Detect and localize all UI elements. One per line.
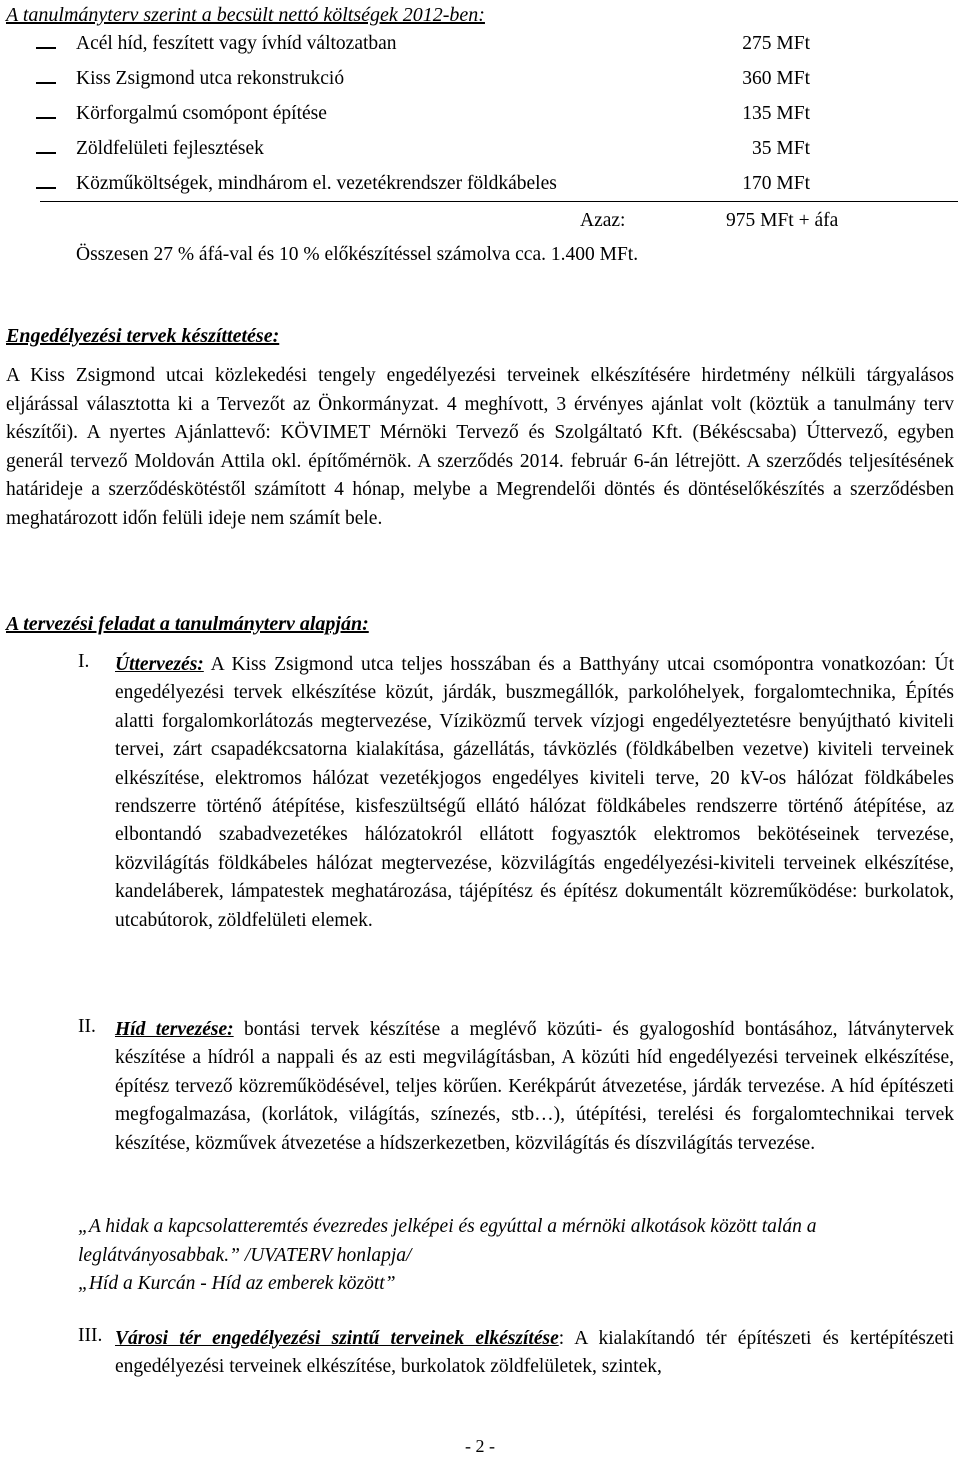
task-text <box>115 651 954 935</box>
cost-amount: 360 MFt <box>742 68 810 89</box>
total-divider <box>40 201 958 202</box>
quote-text: „A hidak a kapcsolatteremtés évezredes jelképei és egyúttal a mérnöki alkotások között talán a leglátványosabbak.” /UVATERV honlapja/ <box>78 1216 817 1266</box>
cost-amount: 170 MFt <box>742 173 810 194</box>
permits-heading: Engedélyezési tervek készíttetése: <box>6 325 280 347</box>
cost-label: Kiss Zsigmond utca rekonstrukció <box>76 68 345 89</box>
task-number: I. <box>78 651 90 672</box>
tasks-heading: A tervezési feladat a tanulmányterv alapján: <box>6 613 369 635</box>
total-amount: 975 MFt + áfa <box>726 210 839 231</box>
cost-amount: 135 MFt <box>742 103 810 124</box>
dash-bullet <box>36 152 56 154</box>
cost-label: Zöldfelületi fejlesztések <box>76 138 264 159</box>
cost-row <box>0 173 960 203</box>
cost-amount: 35 MFt <box>752 138 810 159</box>
total-label: Azaz: <box>580 210 626 231</box>
cost-label: Közműköltségek, mindhárom el. vezetékrendszer földkábeles <box>76 173 557 194</box>
dash-bullet <box>36 187 56 189</box>
quote-subtitle: „Híd a Kurcán - Híd az emberek között” <box>78 1273 396 1294</box>
task-description: A Kiss Zsigmond utca teljes hosszában és a Batthyány utcai csomópontra vonatkozóan: Út engedélyezési tervek elkészítése közút, járdák, buszmegállók, parkolóhelyek, forgalomtechnika, Építés alatti forgalomkorlátozás megtervezése, Víziközmű tervek vízjogi engedélyeztetésre benyújtható kiviteli tervei, zárt csapadékcsatorna kialakítása, gázellátás, távközlés (földkábelben vezetve) kiviteli terveinek elkészítése, elektromos hálózat vezetékjogos engedélyes kiviteli terve, 20 kV-os hálózat földkábeles rendszerre történő átépítése, kisfeszültségű ellátó hálózat földkábeles rendszerre történő átépítése, az elbontandó szabadvezetékes hálózatokról ellátott fogyasztók elektromos bekötéseinek tervezése, közvilágítás földkábeles hálózat megtervezése, közvilágítás engedélyezési-kiviteli terveinek elkészítése, kandeláberek, lámpatestek meghatározása, tájépítész és építész dokumentált közreműködése: burkolatok, utcabútorok, zöldfelületi elemek. <box>115 654 954 931</box>
vat-note: Összesen 27 % áfá-val és 10 % előkészítéssel számolva cca. 1.400 MFt. <box>76 244 639 265</box>
cost-row <box>0 138 960 168</box>
dash-bullet <box>36 47 56 49</box>
task-description: : A kialakítandó tér építészeti és kertépítészeti engedélyezési terveinek elkészítése, burkolatok zöldfelületek, szintek, <box>115 1328 954 1378</box>
cost-label: Acél híd, feszített vagy ívhíd változatban <box>76 33 397 54</box>
cost-row <box>0 68 960 98</box>
task-number: III. <box>78 1325 103 1346</box>
task-title: Úttervezés: <box>115 654 204 675</box>
task-text <box>115 1325 954 1382</box>
cost-amount: 275 MFt <box>742 33 810 54</box>
task-title: Városi tér engedélyezési szintű terveinek elkészítése <box>115 1328 559 1349</box>
cost-label: Körforgalmú csomópont építése <box>76 103 327 124</box>
task-number: II. <box>78 1016 96 1037</box>
cost-row <box>0 103 960 133</box>
dash-bullet <box>36 82 56 84</box>
cost-row <box>0 33 960 63</box>
permits-paragraph: A Kiss Zsigmond utcai közlekedési tengely engedélyezési terveinek elkészítésére hirdetmény nélküli tárgyalásos eljárással választotta ki a Tervezőt az Önkormányzat. 4 meghívott, 3 érvényes ajánlat volt (köztük a tanulmány terv készítői). A nyertes Ajánlattevő: KÖVIMET Mérnöki Tervező és Szolgáltató Kft. (Békéscsaba) Úttervező, egyben generál tervező Moldován Attila okl. építőmérnök. A szerződés 2014. február 6-án létrejött. A szerződés teljesítésének határideje a szerződéskötéstől számított 4 hónap, melybe a Megrendelői döntés és döntéselőkészítés a szerződésben meghatározott időn felüli ideje nem számít bele. <box>6 365 954 529</box>
task-text <box>115 1016 954 1158</box>
task-description: bontási tervek készítése a meglévő közúti- és gyalogoshíd bontásához, látványtervek készítése a hídról a nappali és az esti megvilágításban, A közúti híd engedélyezési terveinek elkészítése, építész tervező közreműködésével, teljes körűen. Kerékpárút átvezetése, járdák tervezése. A híd építészeti megfogalmazása, (korlátok, világítás, színezés, stb…), útépítési, terelési és forgalomtechnikai tervek készítése, közművek átvezetése a hídszerkezetben, közvilágítás és díszvilágítás tervezése. <box>115 1019 954 1154</box>
cost-section-title: A tanulmányterv szerint a becsült nettó költségek 2012-ben: <box>6 4 485 26</box>
dash-bullet <box>36 117 56 119</box>
page-number: - 2 - <box>465 1436 495 1456</box>
task-title: Híd tervezése: <box>115 1019 234 1040</box>
